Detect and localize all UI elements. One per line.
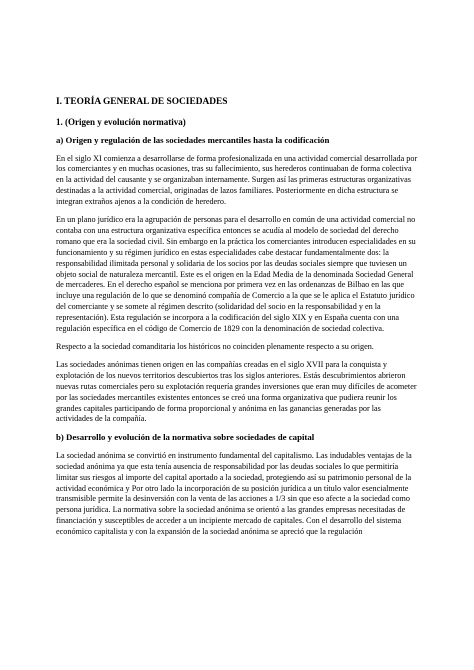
section-heading: 1. (Origen y evolución normativa) (56, 117, 186, 127)
subsection-heading-b: b) Desarrollo y evolución de la normativa sobre sociedades de capital (56, 432, 315, 443)
paragraph: La sociedad anónima se convirtió en instrumento fundamental del capitalismo. Las indudables ventajas de la sociedad anónima ya que esta tenía ausencia de responsabilidad por las deudas sociales lo que permitiría limitar sus riesgos al importe del capital aportado a la sociedad, protegiendo así su patrimonio personal de la actividad económica y Por otro lado la incorporación de su posición jurídica a un título valor esencialmente transmisible permite la desinversión con la venta de las acciones a 1/3 sin que eso afecte a la sociedad como persona jurídica. La normativa sobre la sociedad anónima se orientó a las grandes empresas necesitadas de financiación y susceptibles de acceder a un incipiente mercado de capitales. Con el desarrollo del sistema económico capitalista y con la expansión de la sociedad anónima se apreció que la regulación (56, 450, 412, 537)
subsection-heading-a: a) Origen y regulación de las sociedades mercantiles hasta la codificación (56, 135, 330, 145)
paragraph: En un plano jurídico era la agrupación de personas para el desarrollo en común de una actividad comercial no contaba con una estructura organizativa específica entonces se acudía al modelo de sociedad del derecho romano que era la sociedad civil. Sin embargo en la práctica los comerciantes introducen especialidades en su funcionamiento y su régimen jurídico en estas especialidades cabe destacar fundamentalmente dos: la responsabilidad ilimitada personal y solidaria de los socios por las deudas sociales siempre que tuviesen un objeto social de naturaleza mercantil. Este es el origen en la Edad Media de la denominada Sociedad General de mercaderes. En el derecho español se menciona por primera vez en las ordenanzas de Bilbao en las que incluye una regulación de lo que se denominó compañía de Comercio a la que se le aplica el Estatuto jurídico del comerciante y se somete al régimen descrito (solidaridad del socio en la responsabilidad y en la representación). Esta regulación se incorpora a la codificación del siglo XIX y en España cuenta con una regulación específica en el código de Comercio de 1829 con la denominación de sociedad colectiva. (56, 215, 416, 334)
document-title: I. TEORÍA GENERAL DE SOCIEDADES (56, 97, 228, 107)
document-page (56, 96, 418, 544)
paragraph: Respecto a la sociedad comanditaria los históricos no coinciden plenamente respecto a su origen. (56, 342, 374, 351)
paragraph: En el siglo XI comienza a desarrollarse de forma profesionalizada en una actividad comercial desarrollada por los comerciantes y en muchas ocasiones, tras su fallecimiento, sus herederos continuaban de forma colectiva en la actividad del causante y se organizaban internamente. Surgen así las primeras estructuras organizativas destinadas a la actividad comercial, originadas de lazos familiares. Posteriormente en dicha estructura se integran extraños ajenos a la condición de heredero. (56, 153, 418, 207)
paragraph: Las sociedades anónimas tienen origen en las compañías creadas en el siglo XVII para la conquista y explotación de los nuevos territorios descubiertos tras los siglos anteriores. Estás descubrimientos abrieron nuevas rutas comerciales pero su explotación requería grandes inversiones que eran muy difíciles de acometer por las sociedades mercantiles existentes entonces se creó una forma organizativa que pudiera reunir los grandes capitales participando de forma proporcional y anónima en las ganancias generadas por las actividades de la compañía. (56, 359, 417, 424)
